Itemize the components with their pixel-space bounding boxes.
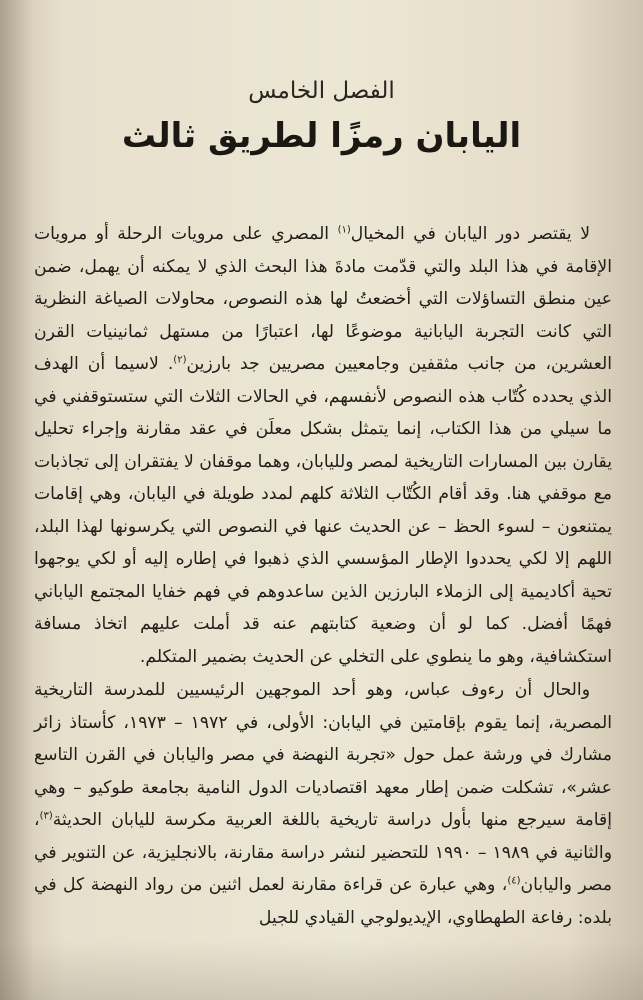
footnote-ref-2: (٢) [173, 354, 187, 366]
page-bottom-shadow [0, 940, 643, 1000]
paragraph-2-part-3: ، وهي عبارة عن قراءة مقارنة لعمل اثنين من رواد النهضة كل في بلده: رفاعة الطهطاوي، الإيديولوجي القيادي للجيل [34, 875, 612, 928]
footnote-ref-4: (٤) [507, 875, 521, 887]
footnote-ref-1: (١) [337, 224, 351, 236]
paragraph-2-part-2: ، والثانية في ١٩٨٩ – ١٩٩٠ للتحضير لنشر دراسة مقارنة، بالانجليزية، عن التنوير في مصر واليابان [34, 810, 613, 895]
paragraph-1-part-2: المصري على مرويات الرحلة أو مرويات الإقامة في هذا البلد والتي قدّمت مادةَ هذا البحث الذي لا يمكنه أن يهمل، ضمن عين منطق التساؤلات التي أخضعتُ لها هذه النصوص، محاولات الصياغة النظرية التي كانت التجربة اليابانية موضوعًا لها، اعتبارًا من مستهل ثمانينيات القرن العشرين، من جانب مثقفين وجامعيين مصريين جد بارزين [34, 224, 612, 374]
footnote-ref-3: (٣) [39, 810, 53, 822]
chapter-label: الفصل الخامس [248, 78, 395, 104]
chapter-title: اليابان رمزًا لطريق ثالث [121, 116, 522, 156]
paragraph-1 [34, 218, 612, 673]
body-text [34, 218, 612, 934]
paragraph-2 [34, 674, 612, 934]
paragraph-2-part-1: والحال أن رءوف عباس، وهو أحد الموجهين الرئيسيين للمدرسة التاريخية المصرية، إنما يقوم بإقامتين في اليابان: الأولى، في ١٩٧٢ – ١٩٧٣، كأستاذ زائر مشارك في ورشة عمل حول «تجربة النهضة في مصر واليابان في القرن التاسع عشر»، تشكلت ضمن إطار معهد اقتصاديات الدول النامية بجامعة طوكيو – وهي إقامة سيرجع منها بأول دراسة تاريخية باللغة العربية مكرسة لليابان الحديثة [34, 680, 612, 830]
paragraph-1-part-3: . لاسيما أن الهدف الذي يحدده كُتّاب هذه النصوص لأنفسهم، في الحالات الثلاث التي ستستوقفني في ما سيلي من هذا الكتاب، إنما يتمثل بشكل معلَن في عقد مقارنة وإجراء تحليل يقارن بين المسارات التاريخية لمصر ولليابان، وهما موقفان لا يفتقران إلى تجاذبات مع موقفي هنا. وقد أقام الكُتّاب الثلاثة كلهم لمدد طويلة في اليابان، وهي إقامات يمتنعون – لسوء الحظ – عن الحديث عنها في النصوص التي يكرسونها لهذا البلد، اللهم إلا لكي يحددوا الإطار المؤسسي الذي ذهبوا في إطاره إليه أو لكي يوجهوا تحية أكاديمية إلى الزملاء البارزين الذين ساعدوهم في فهم خفايا المجتمع الياباني فهمًا أفضل. كما لو أن وضعية كتابتهم عنه قد أملت عليهم اتخاذ مسافة استكشافية، وهو ما ينطوي على التخلي عن الحديث بضمير المتكلم. [34, 354, 612, 667]
paragraph-1-part-1: لا يقتصر دور اليابان في المخيال [350, 224, 591, 244]
